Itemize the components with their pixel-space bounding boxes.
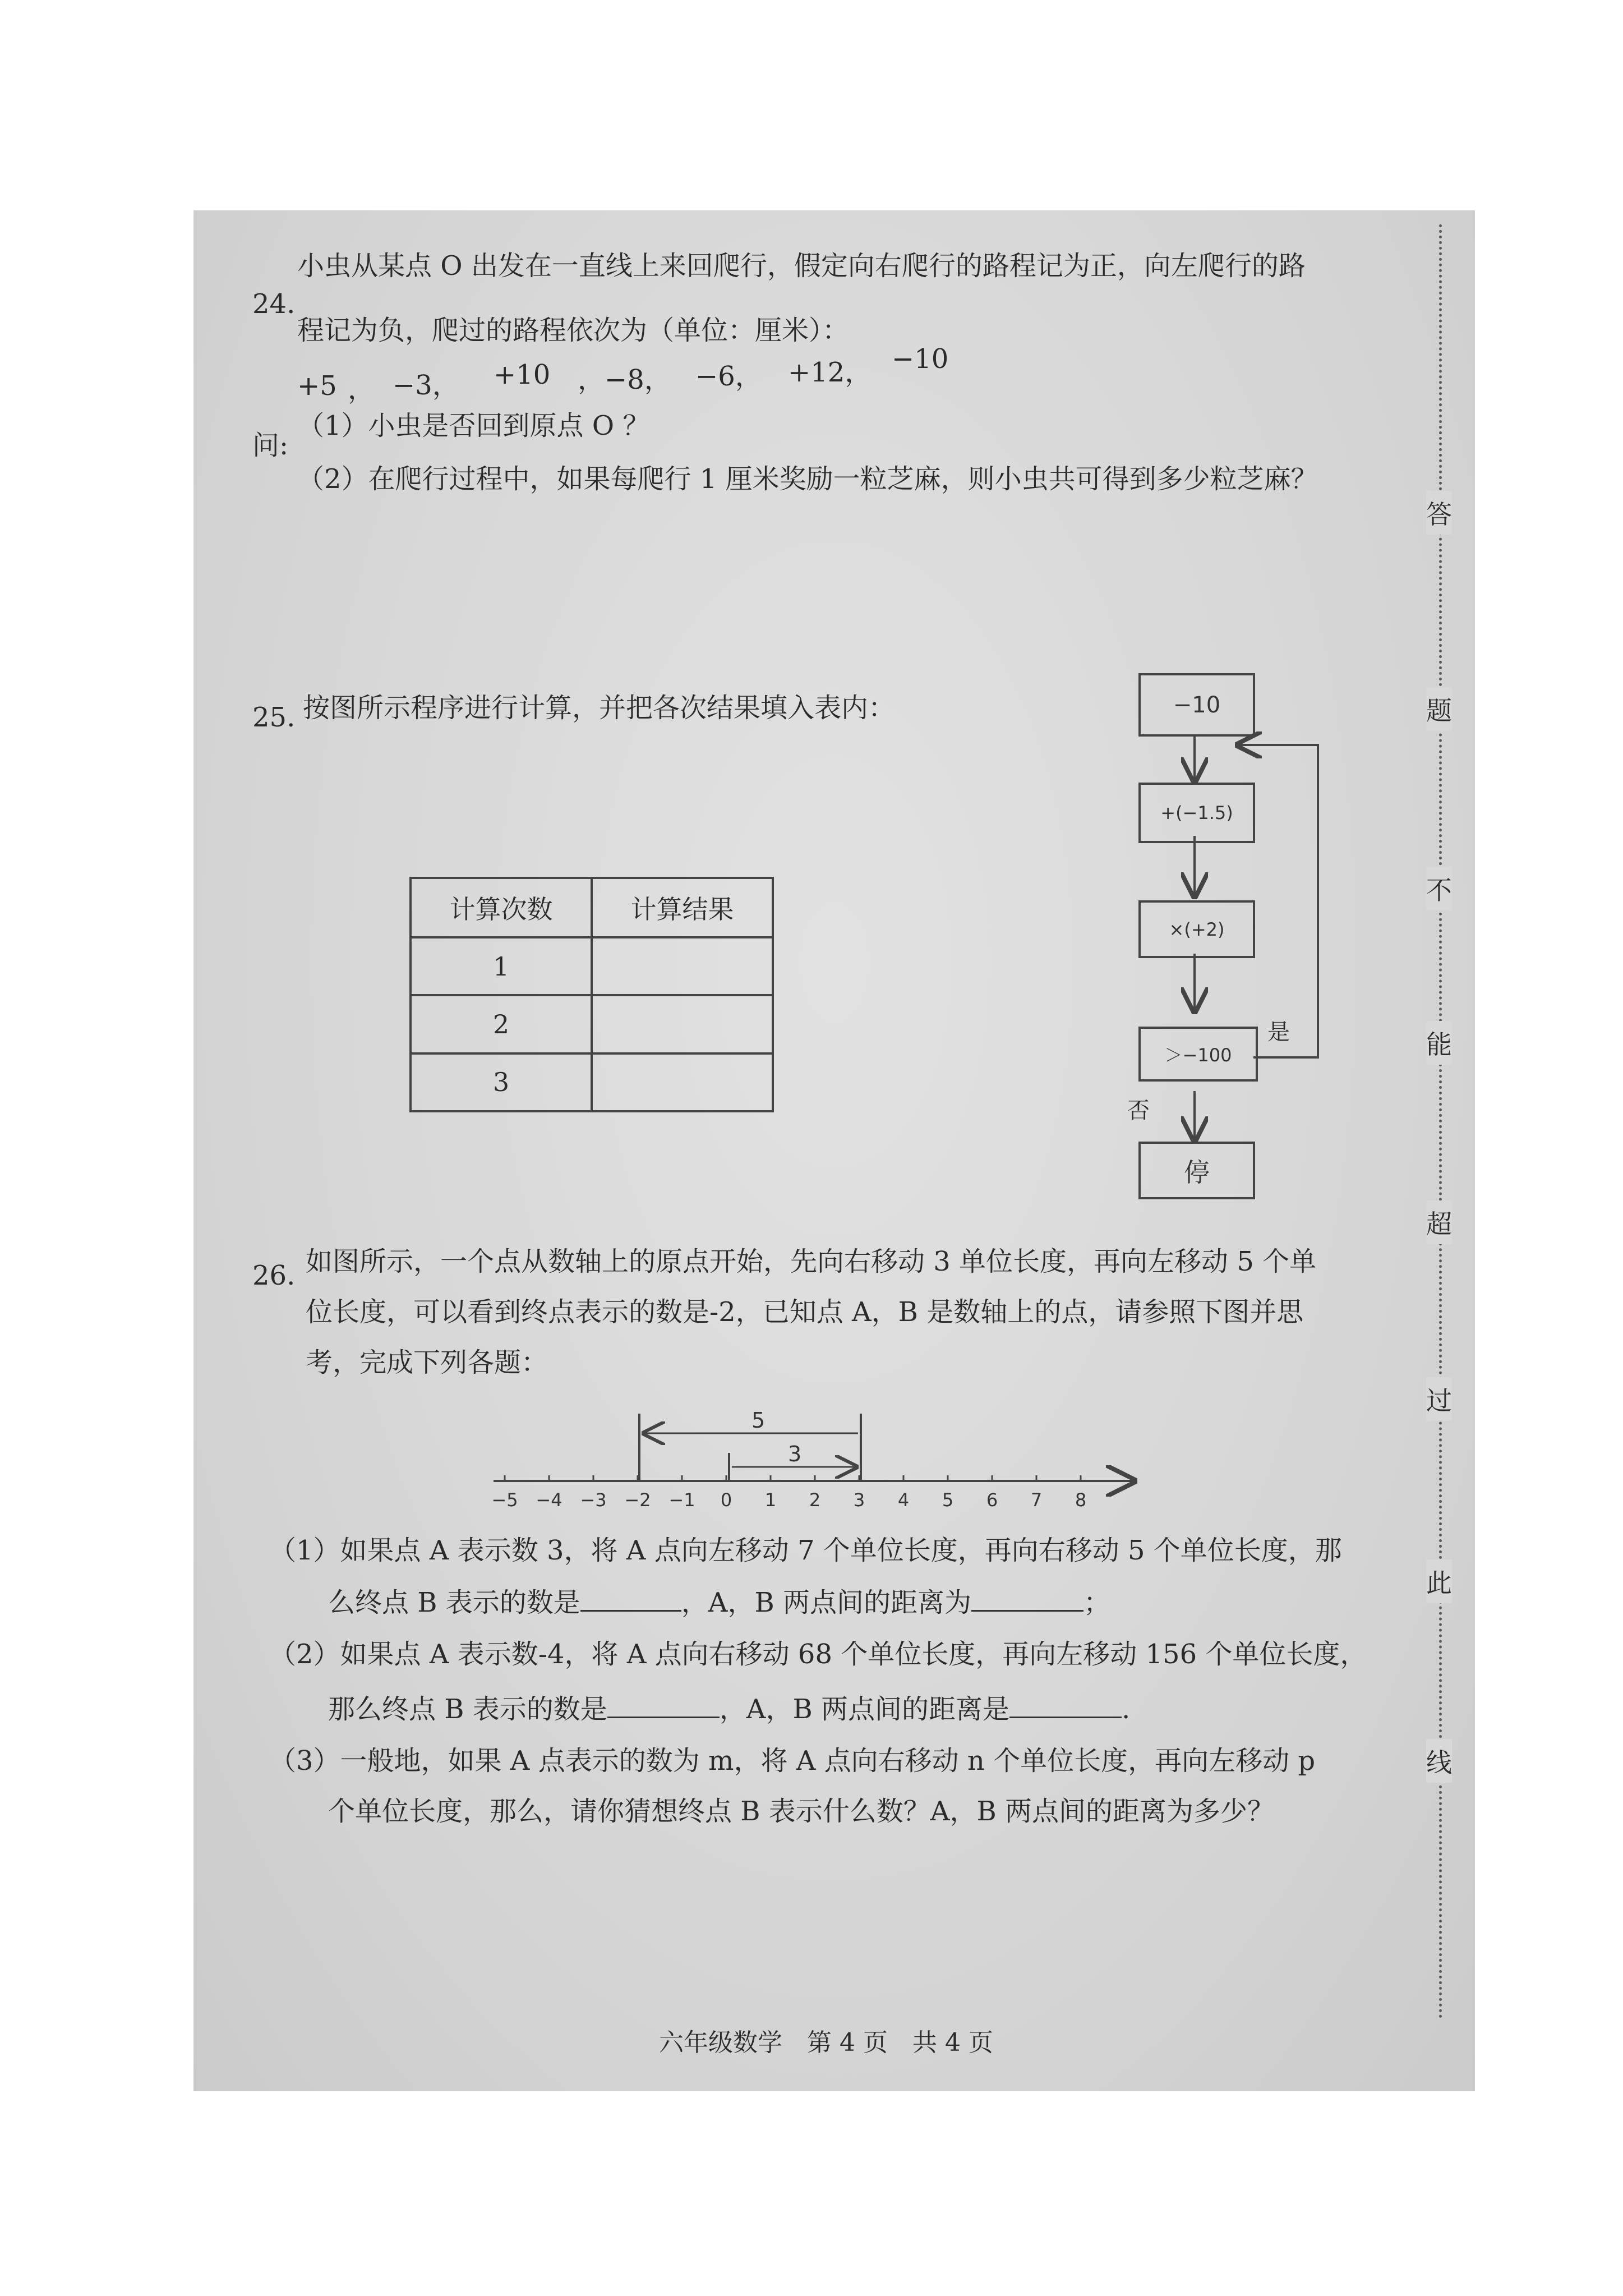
q26-number: 26. <box>252 1260 296 1291</box>
move-right-label: 3 <box>788 1442 802 1466</box>
flow-add-box: +(−1.5) <box>1138 783 1255 843</box>
flow-condition-box: ＞−100 <box>1138 1027 1258 1082</box>
answer-blank[interactable] <box>971 1588 1083 1612</box>
axis-tick-label: 4 <box>897 1489 910 1511</box>
move-left-label: 5 <box>751 1408 766 1433</box>
table-cell: 1 <box>411 937 592 995</box>
answer-blank[interactable] <box>607 1694 720 1718</box>
q24-value: −6， <box>695 361 762 392</box>
q24-value: +12， <box>788 357 872 388</box>
flow-no-label: 否 <box>1127 1098 1150 1124</box>
number-line <box>482 1397 1155 1526</box>
q24-value: +5 <box>297 370 337 402</box>
q24-number: 24. <box>252 288 296 320</box>
q25-text: 按图所示程序进行计算，并把各次结果填入表内： <box>303 692 896 724</box>
axis-tick-label: 6 <box>986 1489 998 1511</box>
q24-sub2: （2）在爬行过程中，如果每爬行 1 厘米奖励一粒芝麻，则小虫共可得到多少粒芝麻？ <box>297 463 1318 495</box>
q26-line2: 位长度，可以看到终点表示的数是-2，已知点 A，B 是数轴上的点，请参照下图并思 <box>306 1296 1304 1328</box>
flow-multiply-box: ×(+2) <box>1138 900 1255 958</box>
q24-ask-prefix: 问: <box>252 430 289 461</box>
q26-p2-text3: . <box>1122 1694 1131 1725</box>
q24-value: −3， <box>393 370 459 401</box>
answer-cell[interactable] <box>592 995 773 1053</box>
flow-yes-label: 是 <box>1267 1019 1290 1045</box>
axis-tick-label: −2 <box>624 1489 651 1511</box>
margin-char: 此 <box>1426 1559 1452 1603</box>
q26-p2-line2 <box>328 1694 1130 1723</box>
q26-p1-line2 <box>328 1588 1110 1616</box>
answer-blank[interactable] <box>580 1588 681 1612</box>
axis-tick-label: 8 <box>1075 1489 1087 1511</box>
axis-tick-label: 5 <box>942 1489 954 1511</box>
q26-p1-text2: ，A，B 两点间的距离为 <box>681 1587 971 1618</box>
answer-blank[interactable] <box>1009 1694 1122 1718</box>
q24-value: −10 <box>892 343 949 375</box>
q26-p3-line2: 个单位长度，那么，请你猜想终点 B 表示什么数？A，B 两点间的距离为多少？ <box>328 1796 1274 1827</box>
table-row <box>411 1053 773 1111</box>
q24-line1: 小虫从某点 O 出发在一直线上来回爬行，假定向右爬行的路程记为正，向左爬行的路 <box>297 250 1306 282</box>
q26-p1-text1: 么终点 B 表示的数是 <box>328 1587 580 1618</box>
page-footer: 六年级数学 第 4 页 共 4 页 <box>659 2028 993 2057</box>
q24-line2: 程记为负，爬过的路程依次为（单位：厘米）： <box>297 315 850 346</box>
answer-cell[interactable] <box>592 1053 773 1111</box>
axis-tick-label: −3 <box>580 1489 607 1511</box>
q26-p2-text1: 那么终点 B 表示的数是 <box>328 1694 607 1725</box>
q26-p1-text3: ； <box>1083 1587 1111 1618</box>
q24-value: +10 <box>494 359 551 390</box>
calc-result-table <box>409 877 774 1112</box>
q24-value: ， <box>348 374 375 405</box>
q26-p1-line1: （1）如果点 A 表示数 3，将 A 点向左移动 7 个单位长度，再向右移动 5 个单位长度，那 <box>269 1535 1342 1566</box>
margin-char: 题 <box>1426 687 1452 731</box>
axis-tick-label: −5 <box>491 1489 518 1511</box>
margin-char: 线 <box>1426 1739 1452 1783</box>
axis-tick-label: −4 <box>536 1489 562 1511</box>
table-row <box>411 995 773 1053</box>
flow-stop-box: 停 <box>1138 1142 1255 1199</box>
axis-tick-label: 0 <box>720 1489 732 1511</box>
axis-tick-label: 1 <box>764 1489 777 1511</box>
q26-line1: 如图所示，一个点从数轴上的原点开始，先向右移动 3 单位长度，再向左移动 5 个单 <box>306 1246 1317 1277</box>
axis-tick-label: 2 <box>809 1489 821 1511</box>
answer-cell[interactable] <box>592 937 773 995</box>
axis-tick-label: −1 <box>668 1489 695 1511</box>
margin-char: 超 <box>1426 1200 1452 1244</box>
q25-number: 25. <box>252 702 296 733</box>
q26-p3-line1: （3）一般地，如果 A 点表示的数为 m，将 A 点向右移动 n 个单位长度，再向左移动 p <box>269 1745 1316 1777</box>
margin-char: 过 <box>1426 1377 1452 1421</box>
table-header: 计算结果 <box>592 878 773 937</box>
q26-p2-text2: ，A，B 两点间的距离是 <box>719 1694 1009 1725</box>
axis-tick-label: 7 <box>1030 1489 1043 1511</box>
margin-char: 能 <box>1426 1021 1452 1065</box>
q24-sub1: （1）小虫是否回到原点 O ？ <box>297 410 650 441</box>
table-header-row <box>411 878 773 937</box>
q26-line3: 考，完成下列各题： <box>306 1347 548 1378</box>
margin-char: 答 <box>1426 491 1452 535</box>
table-row <box>411 937 773 995</box>
margin-char: 不 <box>1426 867 1452 910</box>
axis-tick-label: 3 <box>853 1489 865 1511</box>
q24-value: ，−8， <box>578 364 671 395</box>
table-cell: 3 <box>411 1053 592 1111</box>
q26-p2-line1: （2）如果点 A 表示数-4，将 A 点向右移动 68 个单位长度，再向左移动 156 个单位长度， <box>269 1639 1367 1670</box>
table-cell: 2 <box>411 995 592 1053</box>
flow-start-box: −10 <box>1138 673 1255 737</box>
table-header: 计算次数 <box>411 878 592 937</box>
